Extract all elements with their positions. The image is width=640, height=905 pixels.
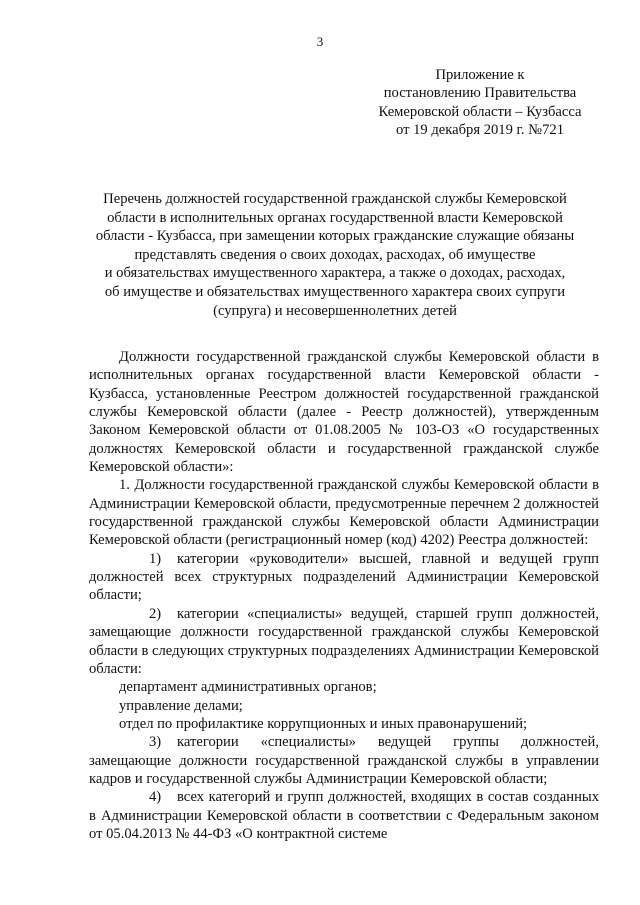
appendix-line: от 19 декабря 2019 г. №721 [396, 122, 564, 139]
subitem: департамент административных органов; [119, 679, 377, 696]
document-title [80, 190, 590, 320]
section-1-paragraph: 1. Должности государственной гражданской службы Кемеровской области в Администрации Кемеровской области, предусмотренные перечнем 2 должностей государственной гражданской службы Кемеровской области Администрации Кемеровской области (регистрационный номер (код) 4202) Реестра должностей: [89, 477, 599, 549]
title-line: об имуществе и обязательствах имущественного характера своих супруги [104, 283, 566, 300]
list-item-3 [89, 733, 599, 788]
page-number: 3 [316, 34, 324, 49]
title-line: Перечень должностей государственной гражданской службы Кемеровской [103, 191, 567, 207]
list-item-2 [89, 605, 599, 678]
list-item-number: 3) [149, 734, 162, 751]
title-line: области - Кузбасса, при замещении которых гражданские служащие обязаны [95, 228, 575, 245]
appendix-header [360, 66, 600, 140]
title-line: (супруга) и несовершеннолетних детей [213, 302, 457, 319]
list-item-text: всех категорий и групп должностей, входящих в состав созданных в Администрации Кемеровской области в соответствии с Федеральным законом от 05.04.2013 № 44-ФЗ «О контрактной системе [89, 789, 599, 842]
list-item-number: 4) [149, 789, 162, 806]
document-body [89, 348, 599, 843]
list-item-text: категории «специалисты» ведущей группы должностей, замещающие должности государственной гражданской службы в управлении кадров и государственной службы Администрации Кемеровской области; [89, 734, 599, 787]
appendix-line: постановлению Правительства [383, 85, 577, 102]
intro-paragraph: Должности государственной гражданской службы Кемеровской области в исполнительных органах государственной власти Кемеровской области - Кузбасса, установленные Реестром должностей государственной гражданской службы Кемеровской области (далее - Реестр должностей), утвержденным Законом Кемеровской области от 01.08.2005 № 103-ОЗ «О государственных должностях Кемеровской области и государственной гражданской службе Кемеровской области»: [89, 349, 599, 476]
appendix-line: Приложение к [435, 67, 525, 83]
list-item-number: 2) [149, 605, 162, 622]
list-item-4 [89, 788, 599, 843]
list-item-text: категории «руководители» высшей, главной и ведущей групп должностей всех структурных подразделений Администрации Кемеровской области; [89, 550, 599, 604]
appendix-line: Кемеровской области – Кузбасса [378, 103, 582, 120]
title-line: области в исполнительных органах государственной власти Кемеровской [107, 209, 563, 226]
subitem: отдел по профилактике коррупционных и иных правонарушений; [119, 715, 528, 732]
subitem: управление делами; [119, 697, 243, 714]
list-item-number: 1) [149, 550, 162, 567]
list-item-1 [89, 550, 599, 605]
title-line: представлять сведения о своих доходах, расходах, об имуществе [134, 246, 536, 263]
title-line: и обязательствах имущественного характера, а также о доходах, расходах, [104, 265, 566, 282]
list-item-text: категории «специалисты» ведущей, старшей групп должностей, замещающие должности государственной гражданской службы Кемеровской области в следующих структурных подразделениях Администрации Кемеровской области: [89, 605, 599, 677]
